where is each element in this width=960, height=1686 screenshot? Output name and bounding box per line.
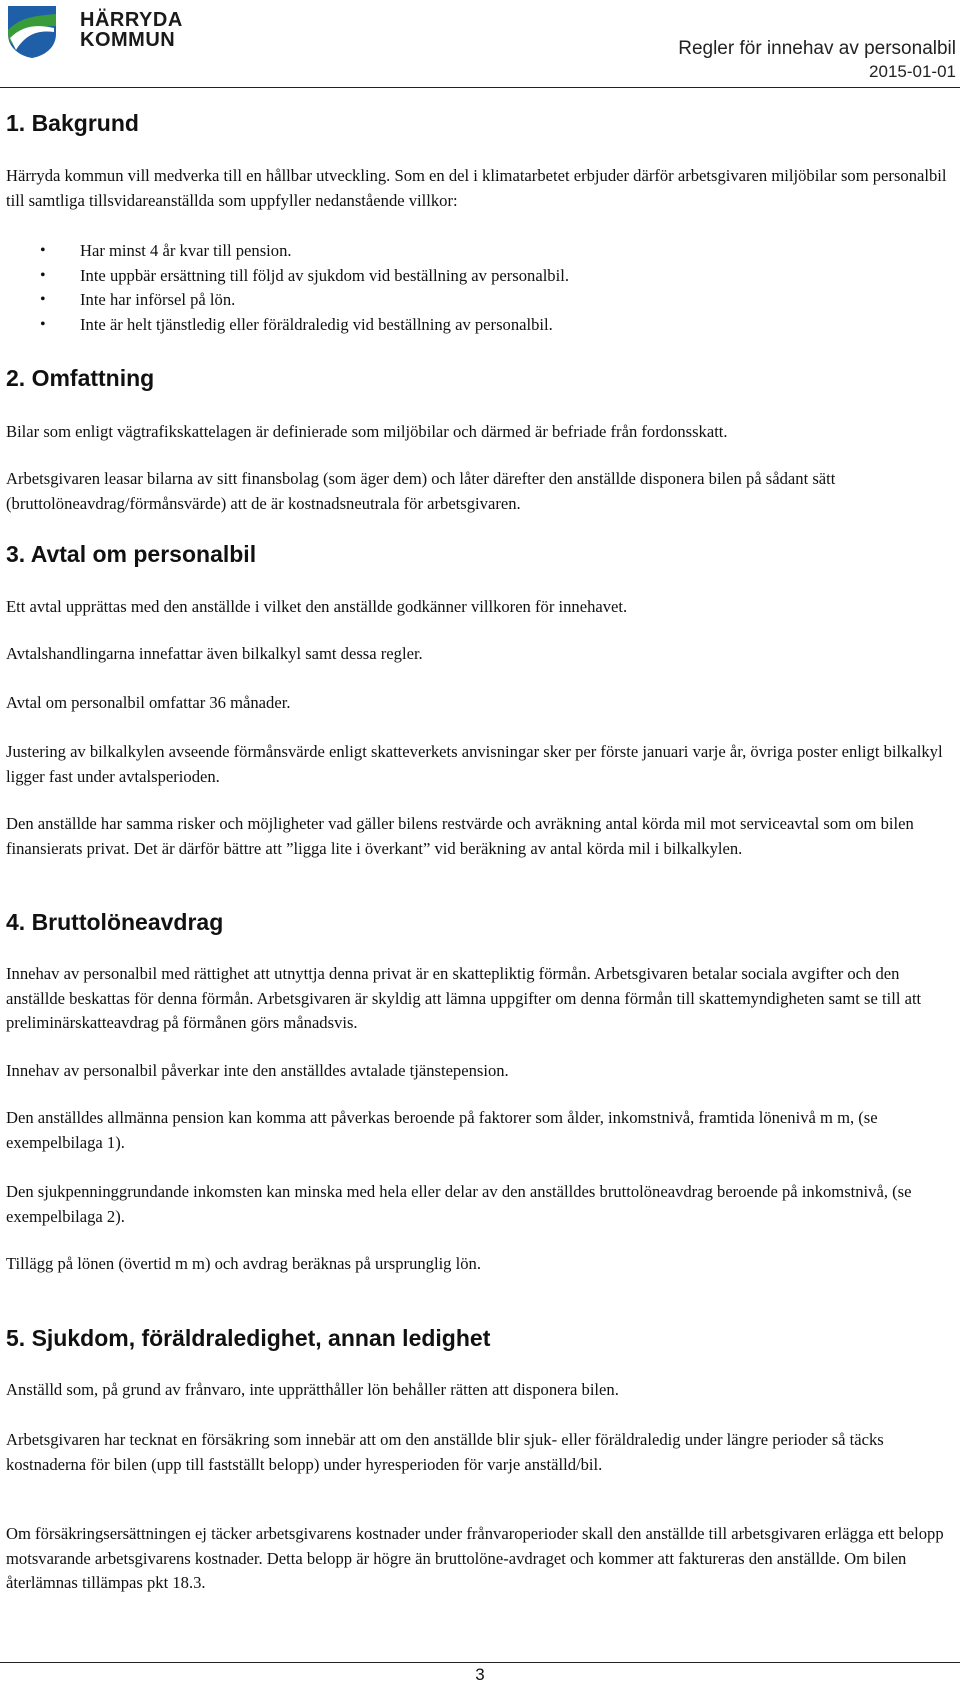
list-item: • Inte är helt tjänstledig eller föräldraledig vid beställning av personalbil. bbox=[6, 313, 569, 338]
harryda-kommun-logo bbox=[6, 4, 183, 62]
paragraph: Bilar som enligt vägtrafikskattelagen är definierade som miljöbilar och därmed är befriade från fordonsskatt. bbox=[6, 422, 728, 441]
municipality-crest-icon bbox=[6, 4, 58, 58]
document-title: Regler för innehav av personalbil bbox=[678, 38, 956, 59]
section-heading-bruttoloneavdrag: 4. Bruttolöneavdrag bbox=[6, 909, 224, 935]
paragraph: Den anställde har samma risker och möjligheter vad gäller bilens restvärde och avräkning antal körda mil mot serviceavtal som om bilen finansierats privat. Det är därför bättre att ”ligga lite i överkant” vid beräkning av antal körda mil i bilkalkylen. bbox=[6, 814, 914, 858]
paragraph: Arbetsgivaren leasar bilarna av sitt finansbolag (som äger dem) och låter därefter den anställde disponera bilen på sådant sätt (bruttolöneavdrag/förmånsvärde) att de är kostnadsneutrala för arbetsgivaren. bbox=[6, 469, 836, 513]
footer-divider bbox=[0, 1662, 960, 1663]
paragraph: Avtalshandlingarna innefattar även bilkalkyl samt dessa regler. bbox=[6, 644, 423, 663]
section-heading-bakgrund: 1. Bakgrund bbox=[6, 110, 139, 136]
paragraph: Den sjukpenninggrundande inkomsten kan minska med hela eller delar av den anställdes bruttolöneavdrag beroende på inkomstnivå, (se exempelbilaga 2). bbox=[6, 1182, 912, 1226]
paragraph: Innehav av personalbil med rättighet att utnyttja denna privat är en skattepliktig förmån. Arbetsgivaren betalar sociala avgifter och den anställde beskattas för denna förmån. Arbetsgivaren är skyldig att lämna uppgifter om denna förmån till skattemyndigheten samt se till att preliminärskatteavdrag på förmånen görs månadsvis. bbox=[6, 964, 922, 1032]
paragraph: Om försäkringsersättningen ej täcker arbetsgivarens kostnader under frånvaroperioder skall den anställde till arbetsgivaren erlägga ett belopp motsvarande arbetsgivarens kostnader. Detta belopp är högre än bruttolöne-avdraget och kommer att faktureras den anställde. Om bilen återlämnas tillämpas pkt 18.3. bbox=[6, 1524, 944, 1592]
list-item: • Inte har införsel på lön. bbox=[6, 288, 569, 313]
paragraph: Arbetsgivaren har tecknat en försäkring som innebär att om den anställde blir sjuk- eller föräldraledig under längre perioder så täcks kostnaderna för bilen (upp till fastställt belopp) under hyresperioden för varje anställd/bil. bbox=[6, 1430, 884, 1474]
paragraph: Tillägg på lönen (övertid m m) och avdrag beräknas på ursprunglig lön. bbox=[6, 1254, 481, 1273]
header-divider bbox=[0, 87, 960, 88]
paragraph: Avtal om personalbil omfattar 36 månader. bbox=[6, 693, 291, 712]
logo-text: HÄRRYDA KOMMUN bbox=[80, 9, 183, 51]
eligibility-list bbox=[6, 239, 569, 337]
section-heading-sjukdom: 5. Sjukdom, föräldraledighet, annan ledighet bbox=[6, 1325, 491, 1351]
document-date: 2015-01-01 bbox=[869, 62, 956, 81]
paragraph: Innehav av personalbil påverkar inte den anställdes avtalade tjänstepension. bbox=[6, 1061, 509, 1080]
paragraph: Justering av bilkalkylen avseende förmånsvärde enligt skatteverkets anvisningar sker per förste januari varje år, övriga poster enligt bilkalkyl ligger fast under avtalsperioden. bbox=[6, 742, 943, 786]
page-number: 3 bbox=[475, 1665, 485, 1684]
section-heading-omfattning: 2. Omfattning bbox=[6, 365, 155, 391]
section-heading-avtal: 3. Avtal om personalbil bbox=[6, 541, 257, 567]
paragraph: Ett avtal upprättas med den anställde i vilket den anställde godkänner villkoren för innehavet. bbox=[6, 597, 628, 616]
paragraph: Anställd som, på grund av frånvaro, inte upprätthåller lön behåller rätten att disponera bilen. bbox=[6, 1380, 619, 1399]
list-item: • Inte uppbär ersättning till följd av sjukdom vid beställning av personalbil. bbox=[6, 264, 569, 289]
paragraph: Den anställdes allmänna pension kan komma att påverkas beroende på faktorer som ålder, inkomstnivå, framtida lönenivå m m, (se exempelbilaga 1). bbox=[6, 1108, 878, 1152]
list-item: • Har minst 4 år kvar till pension. bbox=[6, 239, 569, 264]
paragraph: Härryda kommun vill medverka till en hållbar utveckling. Som en del i klimatarbetet erbjuder därför arbetsgivaren miljöbilar som personalbil till samtliga tillsvidareanställda som uppfyller nedanstående villkor: bbox=[6, 166, 947, 210]
